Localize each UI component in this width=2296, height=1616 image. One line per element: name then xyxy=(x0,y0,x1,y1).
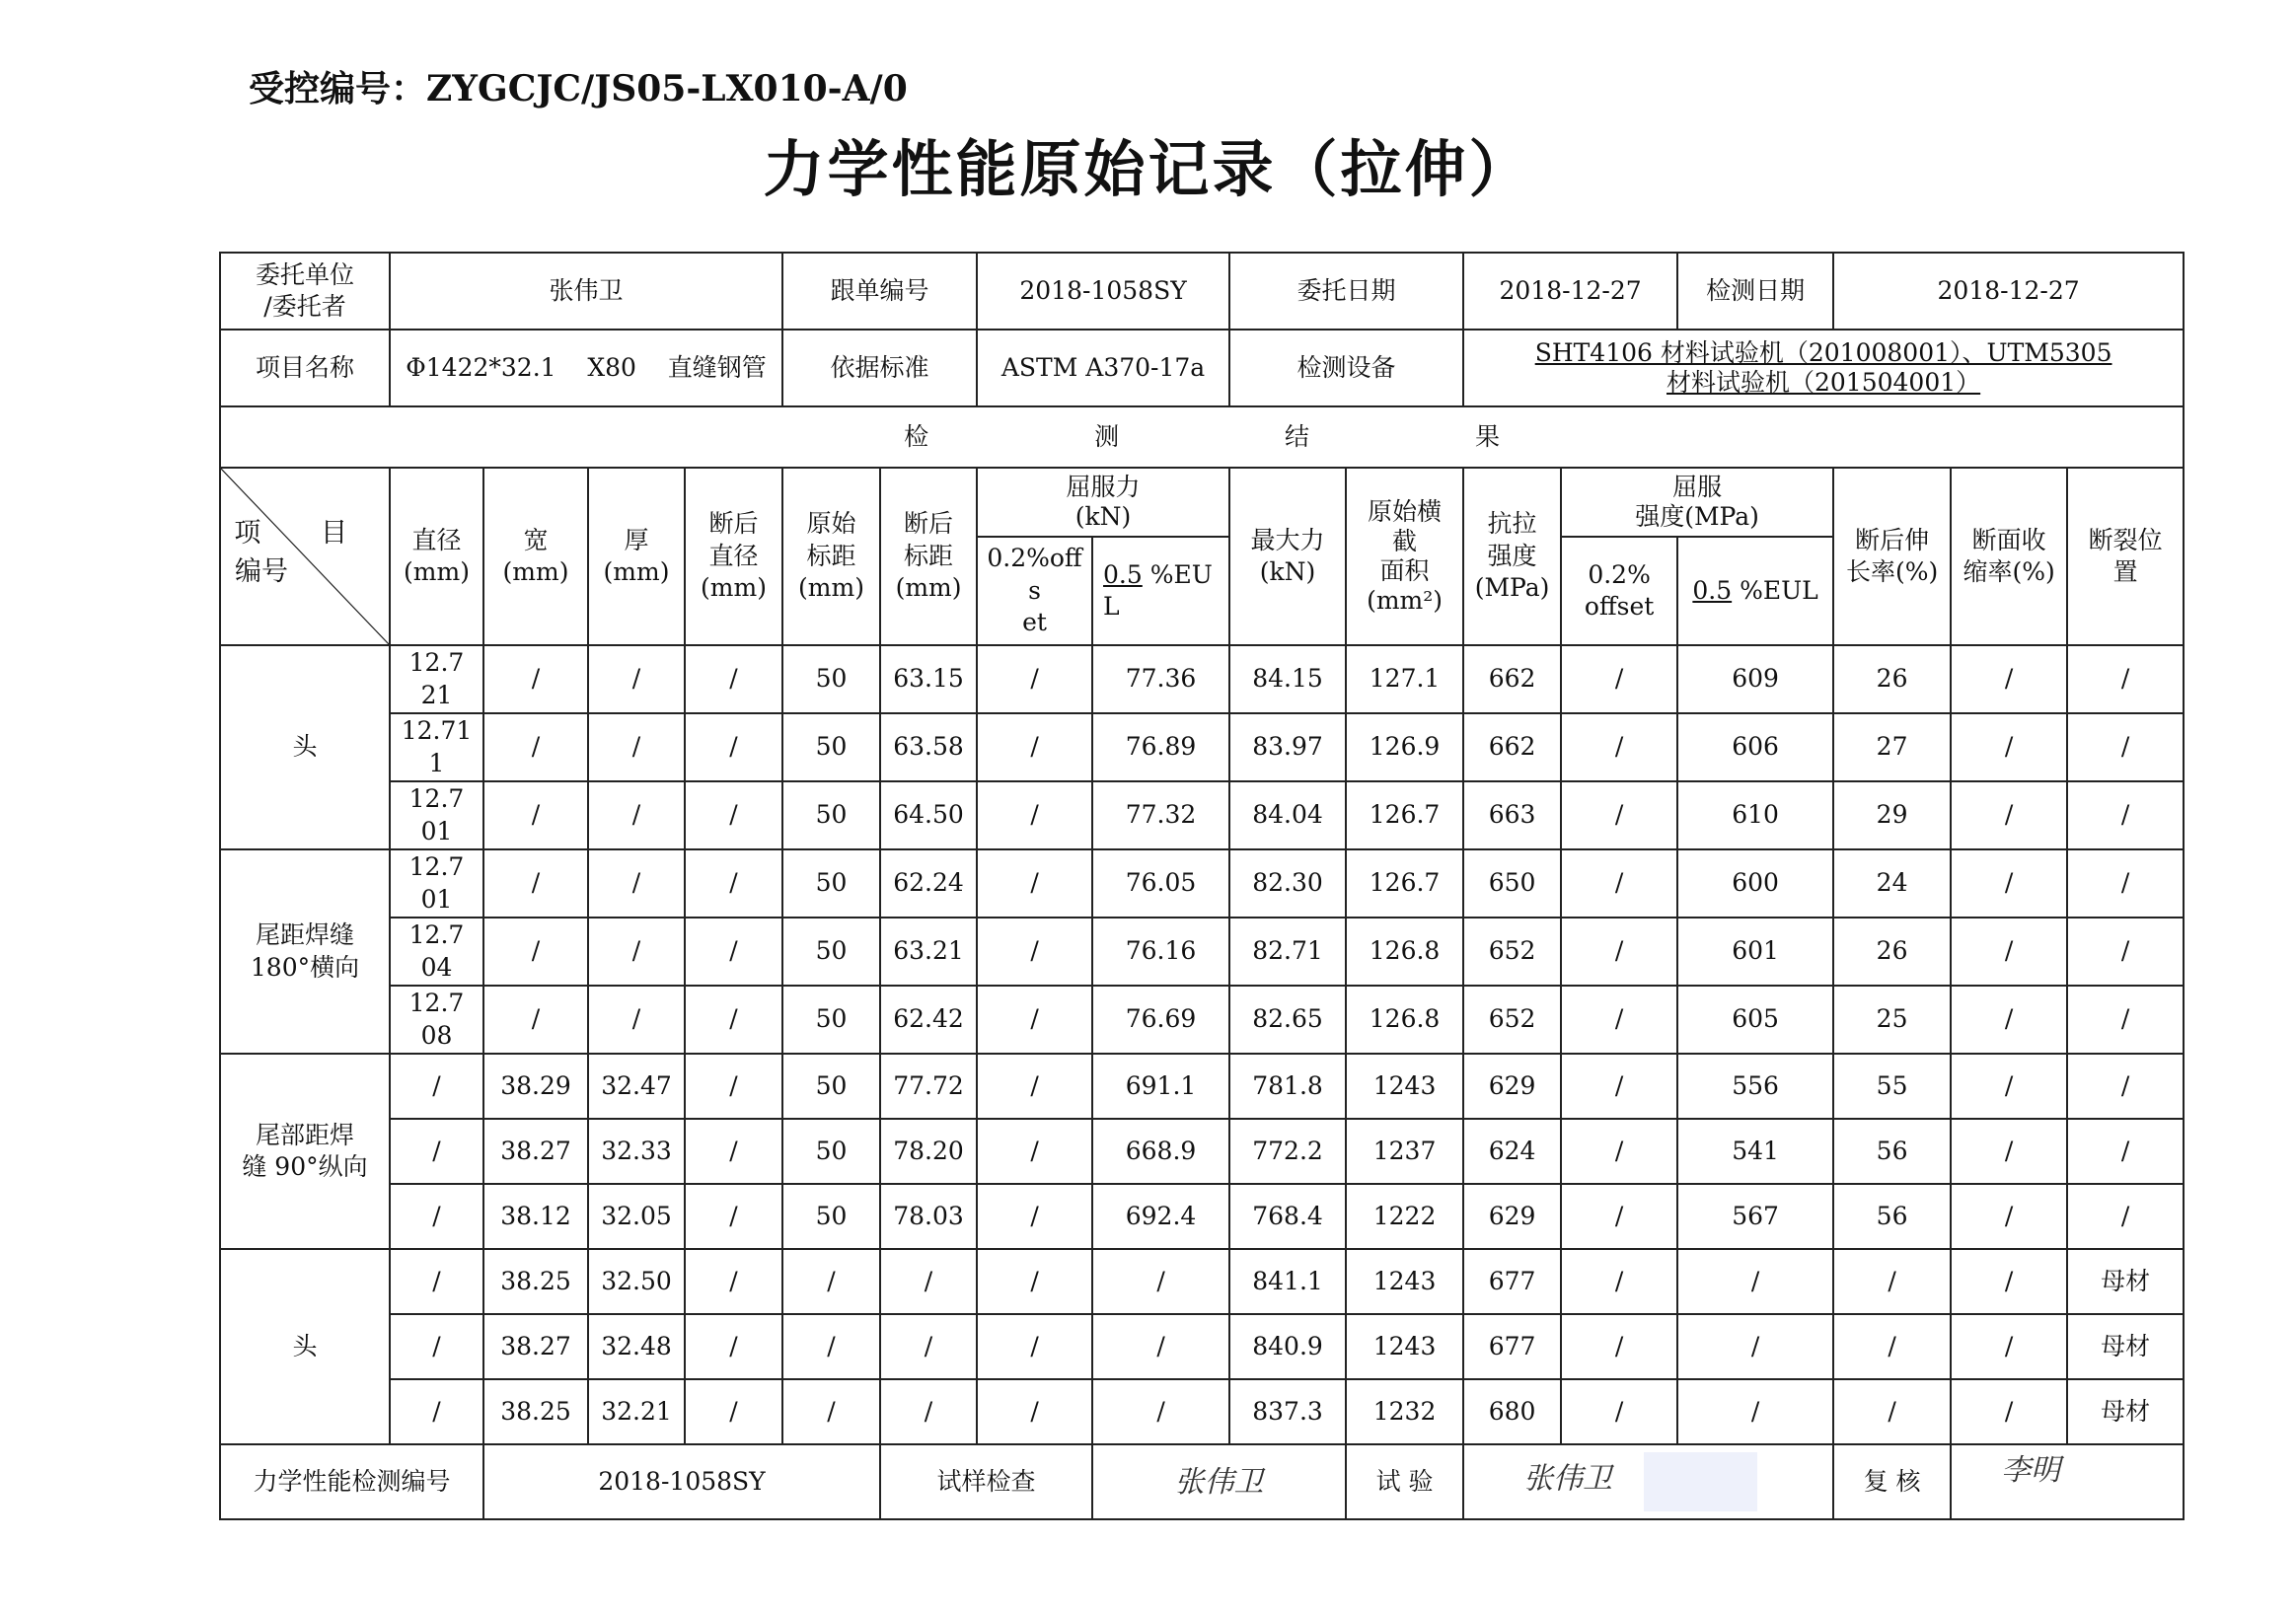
col-width: 宽 (mm) xyxy=(483,468,588,645)
cell-elongation: / xyxy=(1833,1249,1951,1314)
entrust-date-label: 委托日期 xyxy=(1229,253,1463,330)
cell-tensile: 624 xyxy=(1463,1119,1561,1184)
footer-test-no-value: 2018-1058SY xyxy=(483,1444,880,1519)
cell-thickness: / xyxy=(588,986,685,1054)
cell-width: 38.27 xyxy=(483,1119,588,1184)
cell-fracture: 母材 xyxy=(2067,1249,2184,1314)
cell-tensile: 629 xyxy=(1463,1184,1561,1249)
cell-width: 38.12 xyxy=(483,1184,588,1249)
cell-elongation: 24 xyxy=(1833,849,1951,918)
cell-yield-force-eul: / xyxy=(1092,1314,1229,1379)
cell-tensile: 677 xyxy=(1463,1314,1561,1379)
group-label: 尾距焊缝 180°横向 xyxy=(220,849,390,1054)
cell-elongation: 56 xyxy=(1833,1184,1951,1249)
cell-width: 38.29 xyxy=(483,1054,588,1119)
cell-thickness: / xyxy=(588,645,685,713)
cell-diameter: / xyxy=(390,1184,483,1249)
group-label: 头 xyxy=(220,645,390,849)
group-label: 尾部距焊 缝 90°纵向 xyxy=(220,1054,390,1249)
cell-max-force: 841.1 xyxy=(1229,1249,1346,1314)
cell-reduction: / xyxy=(1951,1184,2067,1249)
cell-yield-force-offset: / xyxy=(977,1119,1092,1184)
col-fracture: 断裂位 置 xyxy=(2067,468,2184,645)
cell-diameter: / xyxy=(390,1314,483,1379)
cell-gauge-after: 77.72 xyxy=(880,1054,977,1119)
table-row xyxy=(220,1119,2184,1184)
cell-fracture: / xyxy=(2067,1184,2184,1249)
cell-elongation: 56 xyxy=(1833,1119,1951,1184)
cell-yield-strength-offset: / xyxy=(1561,918,1677,986)
cell-gauge-original: 50 xyxy=(782,849,880,918)
cell-diameter: 12.7 04 xyxy=(390,918,483,986)
cell-thickness: 32.21 xyxy=(588,1379,685,1444)
cell-width: 38.25 xyxy=(483,1249,588,1314)
cell-elongation: 29 xyxy=(1833,781,1951,849)
cell-elongation: 55 xyxy=(1833,1054,1951,1119)
cell-yield-strength-eul: 605 xyxy=(1677,986,1833,1054)
results-title-text: 检 测 结 果 xyxy=(904,421,1579,451)
standard-label: 依据标准 xyxy=(782,330,977,406)
group-label: 头 xyxy=(220,1249,390,1444)
client-value: 张伟卫 xyxy=(390,253,782,330)
cell-after-diameter: / xyxy=(685,1249,782,1314)
cell-max-force: 781.8 xyxy=(1229,1054,1346,1119)
cell-after-diameter: / xyxy=(685,849,782,918)
cell-yield-force-offset: / xyxy=(977,1314,1092,1379)
cell-gauge-original: 50 xyxy=(782,645,880,713)
entrust-date-value: 2018-12-27 xyxy=(1463,253,1677,330)
cell-tensile: 663 xyxy=(1463,781,1561,849)
cell-tensile: 662 xyxy=(1463,713,1561,781)
cell-max-force: 82.65 xyxy=(1229,986,1346,1054)
cell-yield-force-offset: / xyxy=(977,645,1092,713)
redacted-block xyxy=(1644,1452,1757,1511)
cell-gauge-original: / xyxy=(782,1379,880,1444)
col-after-diameter: 断后 直径 (mm) xyxy=(685,468,782,645)
table-row xyxy=(220,1184,2184,1249)
cell-yield-force-offset: / xyxy=(977,1054,1092,1119)
yield-force-eul-value: 0.5 xyxy=(1103,559,1143,589)
cell-after-diameter: / xyxy=(685,1184,782,1249)
cell-max-force: 768.4 xyxy=(1229,1184,1346,1249)
cell-diameter: 12.7 01 xyxy=(390,849,483,918)
order-label: 跟单编号 xyxy=(782,253,977,330)
table-row xyxy=(220,781,2184,849)
cell-fracture: 母材 xyxy=(2067,1379,2184,1444)
cell-area: 126.7 xyxy=(1346,849,1463,918)
col-yield-strength-eul xyxy=(1677,537,1833,645)
footer-sample-check-label: 试样检查 xyxy=(880,1444,1092,1519)
cell-width: / xyxy=(483,781,588,849)
cell-yield-strength-eul: / xyxy=(1677,1314,1833,1379)
cell-yield-strength-offset: / xyxy=(1561,781,1677,849)
cell-yield-force-eul: 76.69 xyxy=(1092,986,1229,1054)
cell-reduction: / xyxy=(1951,645,2067,713)
cell-thickness: 32.48 xyxy=(588,1314,685,1379)
cell-yield-strength-offset: / xyxy=(1561,1249,1677,1314)
cell-reduction: / xyxy=(1951,781,2067,849)
cell-reduction: / xyxy=(1951,986,2067,1054)
table-row xyxy=(220,1054,2184,1119)
table-row xyxy=(220,1314,2184,1379)
cell-gauge-after: 62.24 xyxy=(880,849,977,918)
cell-width: / xyxy=(483,986,588,1054)
col-yield-force: 屈服力 (kN) xyxy=(977,468,1229,537)
cell-max-force: 840.9 xyxy=(1229,1314,1346,1379)
col-yield-strength: 屈服 强度(MPa) xyxy=(1561,468,1833,537)
cell-yield-strength-offset: / xyxy=(1561,1314,1677,1379)
cell-fracture: / xyxy=(2067,781,2184,849)
col-area: 原始横 截 面积 (mm²) xyxy=(1346,468,1463,645)
item-number-header xyxy=(220,468,390,645)
cell-yield-strength-offset: / xyxy=(1561,1379,1677,1444)
cell-yield-force-eul: 77.36 xyxy=(1092,645,1229,713)
cell-diameter: / xyxy=(390,1249,483,1314)
control-number: 受控编号：ZYGCJC/JS05-LX010-A/0 xyxy=(249,68,908,110)
cell-yield-strength-offset: / xyxy=(1561,1054,1677,1119)
cell-gauge-original: 50 xyxy=(782,918,880,986)
cell-width: / xyxy=(483,849,588,918)
cell-yield-force-offset: / xyxy=(977,1184,1092,1249)
cell-reduction: / xyxy=(1951,849,2067,918)
cell-after-diameter: / xyxy=(685,1314,782,1379)
cell-tensile: 650 xyxy=(1463,849,1561,918)
cell-diameter: 12.7 01 xyxy=(390,781,483,849)
cell-gauge-after: / xyxy=(880,1314,977,1379)
cell-yield-force-eul: 691.1 xyxy=(1092,1054,1229,1119)
cell-yield-force-eul: 76.05 xyxy=(1092,849,1229,918)
cell-thickness: 32.50 xyxy=(588,1249,685,1314)
cell-fracture: / xyxy=(2067,713,2184,781)
cell-diameter: / xyxy=(390,1054,483,1119)
document-title: 力学性能原始记录（拉伸） xyxy=(763,133,1533,205)
cell-diameter: 12.71 1 xyxy=(390,713,483,781)
table-row xyxy=(220,1249,2184,1314)
cell-diameter: 12.7 08 xyxy=(390,986,483,1054)
cell-after-diameter: / xyxy=(685,645,782,713)
cell-max-force: 82.71 xyxy=(1229,918,1346,986)
col-diameter: 直径 (mm) xyxy=(390,468,483,645)
cell-gauge-original: 50 xyxy=(782,713,880,781)
cell-max-force: 84.04 xyxy=(1229,781,1346,849)
cell-after-diameter: / xyxy=(685,781,782,849)
cell-fracture: / xyxy=(2067,849,2184,918)
cell-max-force: 837.3 xyxy=(1229,1379,1346,1444)
cell-gauge-original: / xyxy=(782,1314,880,1379)
cell-gauge-after: 63.58 xyxy=(880,713,977,781)
cell-area: 1243 xyxy=(1346,1314,1463,1379)
cell-fracture: / xyxy=(2067,645,2184,713)
cell-yield-strength-eul: / xyxy=(1677,1249,1833,1314)
cell-yield-strength-eul: 609 xyxy=(1677,645,1833,713)
cell-reduction: / xyxy=(1951,1249,2067,1314)
cell-elongation: / xyxy=(1833,1379,1951,1444)
yield-strength-eul-value: 0.5 xyxy=(1692,575,1733,605)
col-gauge-original: 原始 标距 (mm) xyxy=(782,468,880,645)
cell-yield-force-offset: / xyxy=(977,781,1092,849)
cell-area: 1243 xyxy=(1346,1249,1463,1314)
cell-max-force: 82.30 xyxy=(1229,849,1346,918)
cell-tensile: 662 xyxy=(1463,645,1561,713)
cell-after-diameter: / xyxy=(685,1054,782,1119)
cell-area: 126.9 xyxy=(1346,713,1463,781)
cell-after-diameter: / xyxy=(685,1119,782,1184)
cell-thickness: 32.05 xyxy=(588,1184,685,1249)
footer-test-no-label: 力学性能检测编号 xyxy=(220,1444,483,1519)
cell-area: 1232 xyxy=(1346,1379,1463,1444)
cell-yield-strength-eul: 541 xyxy=(1677,1119,1833,1184)
cell-fracture: / xyxy=(2067,1054,2184,1119)
cell-yield-force-eul: / xyxy=(1092,1249,1229,1314)
col-max-force: 最大力 (kN) xyxy=(1229,468,1346,645)
cell-tensile: 680 xyxy=(1463,1379,1561,1444)
cell-elongation: 26 xyxy=(1833,918,1951,986)
cell-thickness: 32.47 xyxy=(588,1054,685,1119)
cell-thickness: 32.33 xyxy=(588,1119,685,1184)
cell-yield-strength-offset: / xyxy=(1561,713,1677,781)
col-yield-force-eul xyxy=(1092,537,1229,645)
footer-review-label: 复 核 xyxy=(1833,1444,1951,1519)
yield-force-eul-unit: %EU L xyxy=(1103,559,1213,621)
cell-yield-strength-eul: 601 xyxy=(1677,918,1833,986)
cell-elongation: 26 xyxy=(1833,645,1951,713)
cell-yield-strength-eul: 567 xyxy=(1677,1184,1833,1249)
cell-yield-force-eul: 692.4 xyxy=(1092,1184,1229,1249)
review-signature-text: 李明 xyxy=(2001,1453,2061,1488)
cell-reduction: / xyxy=(1951,1379,2067,1444)
test-signature-text: 张伟卫 xyxy=(1523,1461,1613,1497)
equipment-line-2: 材料试验机（201504001） xyxy=(1666,368,1981,397)
cell-thickness: / xyxy=(588,849,685,918)
cell-thickness: / xyxy=(588,918,685,986)
cell-diameter: / xyxy=(390,1379,483,1444)
cell-yield-strength-eul: 600 xyxy=(1677,849,1833,918)
cell-fracture: / xyxy=(2067,1119,2184,1184)
cell-fracture: / xyxy=(2067,918,2184,986)
cell-tensile: 677 xyxy=(1463,1249,1561,1314)
cell-tensile: 652 xyxy=(1463,986,1561,1054)
equipment-value xyxy=(1463,330,2184,406)
cell-yield-strength-offset: / xyxy=(1561,986,1677,1054)
data-rows xyxy=(220,645,2184,1444)
item-header-text: 项 目 xyxy=(234,518,373,549)
cell-area: 1237 xyxy=(1346,1119,1463,1184)
cell-yield-force-eul: 668.9 xyxy=(1092,1119,1229,1184)
cell-after-diameter: / xyxy=(685,713,782,781)
cell-width: / xyxy=(483,918,588,986)
cell-after-diameter: / xyxy=(685,1379,782,1444)
cell-yield-strength-eul: 610 xyxy=(1677,781,1833,849)
table-row xyxy=(220,918,2184,986)
cell-thickness: / xyxy=(588,713,685,781)
project-label: 项目名称 xyxy=(220,330,390,406)
cell-area: 127.1 xyxy=(1346,645,1463,713)
footer-review-signature xyxy=(1951,1444,2184,1519)
cell-elongation: 27 xyxy=(1833,713,1951,781)
cell-area: 1222 xyxy=(1346,1184,1463,1249)
cell-width: 38.25 xyxy=(483,1379,588,1444)
cell-gauge-after: 64.50 xyxy=(880,781,977,849)
cell-max-force: 84.15 xyxy=(1229,645,1346,713)
cell-after-diameter: / xyxy=(685,986,782,1054)
cell-yield-force-offset: / xyxy=(977,918,1092,986)
cell-gauge-after: 78.03 xyxy=(880,1184,977,1249)
col-gauge-after: 断后 标距 (mm) xyxy=(880,468,977,645)
results-title xyxy=(220,406,2184,468)
cell-reduction: / xyxy=(1951,713,2067,781)
cell-yield-strength-eul: 556 xyxy=(1677,1054,1833,1119)
cell-yield-strength-eul: 606 xyxy=(1677,713,1833,781)
yield-strength-eul-unit: %EUL xyxy=(1740,575,1818,605)
cell-yield-force-eul: 77.32 xyxy=(1092,781,1229,849)
cell-width: / xyxy=(483,713,588,781)
footer-test-label: 试 验 xyxy=(1346,1444,1463,1519)
cell-fracture: / xyxy=(2067,986,2184,1054)
cell-yield-force-offset: / xyxy=(977,986,1092,1054)
table-row xyxy=(220,986,2184,1054)
cell-gauge-after: 63.15 xyxy=(880,645,977,713)
cell-yield-strength-offset: / xyxy=(1561,645,1677,713)
cell-gauge-original: 50 xyxy=(782,1054,880,1119)
record-table xyxy=(219,252,2185,1520)
cell-tensile: 652 xyxy=(1463,918,1561,986)
sample-check-signature-text: 张伟卫 xyxy=(1174,1464,1264,1500)
cell-max-force: 772.2 xyxy=(1229,1119,1346,1184)
table-row xyxy=(220,1379,2184,1444)
number-header-text: 编号 xyxy=(235,555,288,587)
footer-sample-check-signature xyxy=(1092,1444,1346,1519)
cell-gauge-after: / xyxy=(880,1379,977,1444)
col-elongation: 断后伸 长率(%) xyxy=(1833,468,1951,645)
cell-yield-force-offset: / xyxy=(977,849,1092,918)
client-label: 委托单位 /委托者 xyxy=(220,253,390,330)
cell-area: 126.7 xyxy=(1346,781,1463,849)
cell-reduction: / xyxy=(1951,1119,2067,1184)
cell-yield-force-offset: / xyxy=(977,713,1092,781)
equipment-label: 检测设备 xyxy=(1229,330,1463,406)
cell-area: 126.8 xyxy=(1346,986,1463,1054)
cell-tensile: 629 xyxy=(1463,1054,1561,1119)
test-date-value: 2018-12-27 xyxy=(1833,253,2184,330)
test-date-label: 检测日期 xyxy=(1677,253,1833,330)
cell-thickness: / xyxy=(588,781,685,849)
cell-gauge-after: 62.42 xyxy=(880,986,977,1054)
order-value: 2018-1058SY xyxy=(977,253,1229,330)
cell-gauge-after: 63.21 xyxy=(880,918,977,986)
cell-elongation: 25 xyxy=(1833,986,1951,1054)
cell-yield-force-eul: / xyxy=(1092,1379,1229,1444)
footer-test-signature xyxy=(1463,1444,1833,1519)
cell-reduction: / xyxy=(1951,1054,2067,1119)
cell-diameter: / xyxy=(390,1119,483,1184)
standard-value: ASTM A370-17a xyxy=(977,330,1229,406)
cell-gauge-original: 50 xyxy=(782,1184,880,1249)
cell-gauge-original: 50 xyxy=(782,986,880,1054)
cell-yield-force-offset: / xyxy=(977,1379,1092,1444)
cell-yield-strength-offset: / xyxy=(1561,1184,1677,1249)
table-row xyxy=(220,713,2184,781)
col-yield-strength-offset: 0.2% offset xyxy=(1561,537,1677,645)
cell-gauge-original: / xyxy=(782,1249,880,1314)
cell-yield-force-eul: 76.89 xyxy=(1092,713,1229,781)
col-tensile: 抗拉 强度 (MPa) xyxy=(1463,468,1561,645)
cell-after-diameter: / xyxy=(685,918,782,986)
cell-yield-force-offset: / xyxy=(977,1249,1092,1314)
equipment-line-1: SHT4106 材料试验机（201008001）、UTM5305 xyxy=(1534,338,2112,367)
cell-gauge-after: / xyxy=(880,1249,977,1314)
cell-diameter: 12.7 21 xyxy=(390,645,483,713)
cell-yield-force-eul: 76.16 xyxy=(1092,918,1229,986)
cell-yield-strength-eul: / xyxy=(1677,1379,1833,1444)
cell-area: 126.8 xyxy=(1346,918,1463,986)
cell-elongation: / xyxy=(1833,1314,1951,1379)
col-thickness: 厚 (mm) xyxy=(588,468,685,645)
cell-yield-strength-offset: / xyxy=(1561,1119,1677,1184)
col-yield-force-offset: 0.2%offs et xyxy=(977,537,1092,645)
cell-reduction: / xyxy=(1951,1314,2067,1379)
cell-fracture: 母材 xyxy=(2067,1314,2184,1379)
cell-yield-strength-offset: / xyxy=(1561,849,1677,918)
cell-gauge-original: 50 xyxy=(782,781,880,849)
cell-width: / xyxy=(483,645,588,713)
project-value: Φ1422*32.1 X80 直缝钢管 xyxy=(390,330,782,406)
cell-reduction: / xyxy=(1951,918,2067,986)
col-reduction: 断面收 缩率(%) xyxy=(1951,468,2067,645)
table-row xyxy=(220,645,2184,713)
cell-width: 38.27 xyxy=(483,1314,588,1379)
cell-gauge-original: 50 xyxy=(782,1119,880,1184)
cell-max-force: 83.97 xyxy=(1229,713,1346,781)
table-row xyxy=(220,849,2184,918)
cell-area: 1243 xyxy=(1346,1054,1463,1119)
cell-gauge-after: 78.20 xyxy=(880,1119,977,1184)
